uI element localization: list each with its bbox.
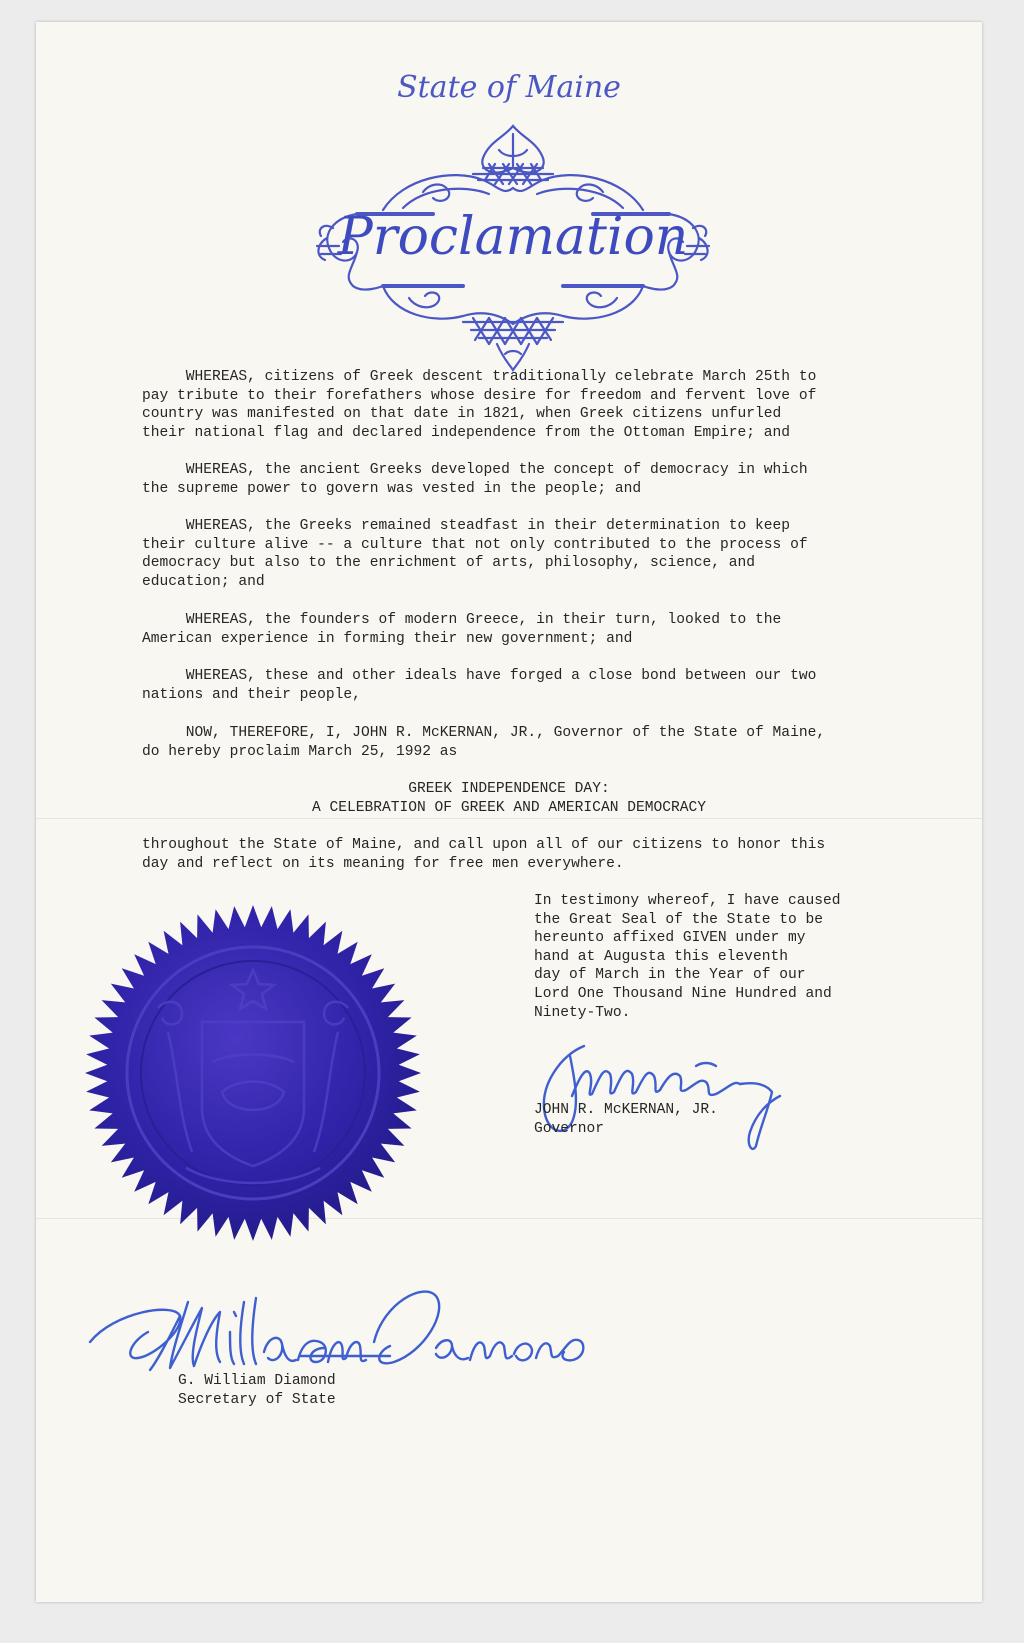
governor-block — [534, 1101, 718, 1138]
proclamation-sheet — [36, 22, 982, 1602]
proclamation-title-line-1: GREEK INDEPENDENCE DAY: — [408, 781, 610, 797]
proclamation-heading: Proclamation — [337, 207, 689, 267]
whereas-paragraph-3: WHEREAS, the Greeks remained steadfast in their determination to keep their culture alive -- a culture that not only contributed to the process of democracy but also to the enrichment of arts, philosophy, science, and education; and — [142, 518, 808, 590]
closing-paragraph: throughout the State of Maine, and call upon all of our citizens to honor this day and reflect on its meaning for free men everywhere. — [142, 837, 826, 872]
whereas-paragraph-1: WHEREAS, citizens of Greek descent traditionally celebrate March 25th to pay tribute to their forefathers whose desire for freedom and fervent love of country was manifested on that date in 1821, when Greek citizens unfurled their national flag and declared independence from the Ottoman Empire; and — [142, 369, 817, 441]
proclamation-title-line-2: A CELEBRATION OF GREEK AND AMERICAN DEMOCRACY — [311, 800, 707, 816]
whereas-paragraph-2: WHEREAS, the ancient Greeks developed the concept of democracy in which the supreme power to govern was vested in the people; and — [142, 462, 808, 497]
secretary-name: G. William Diamond — [178, 1373, 336, 1389]
governor-name: JOHN R. McKERNAN, JR. — [534, 1102, 718, 1118]
great-seal — [82, 902, 424, 1244]
whereas-paragraph-5: WHEREAS, these and other ideals have forged a close bond between our two nations and their people, — [142, 668, 817, 703]
state-title: State of Maine — [397, 70, 621, 105]
whereas-paragraph-4: WHEREAS, the founders of modern Greece, in their turn, looked to the American experience in forming their new government; and — [142, 612, 782, 647]
secretary-title: Secretary of State — [178, 1391, 336, 1408]
secretary-signature — [84, 1272, 604, 1382]
secretary-block — [178, 1372, 336, 1409]
now-therefore-paragraph: NOW, THEREFORE, I, JOHN R. McKERNAN, JR., Governor of the State of Maine, do hereby proclaim March 25, 1992 as — [142, 725, 826, 760]
fold-line — [36, 818, 982, 819]
testimony-paragraph: In testimony whereof, I have caused the Great Seal of the State to be hereunto affixed GIVEN under my hand at Augusta this eleventh day of March in the Year of our Lord One Thousand Nine Hundred and Ninety-Two. — [534, 893, 841, 1021]
governor-title: Governor — [534, 1120, 605, 1137]
